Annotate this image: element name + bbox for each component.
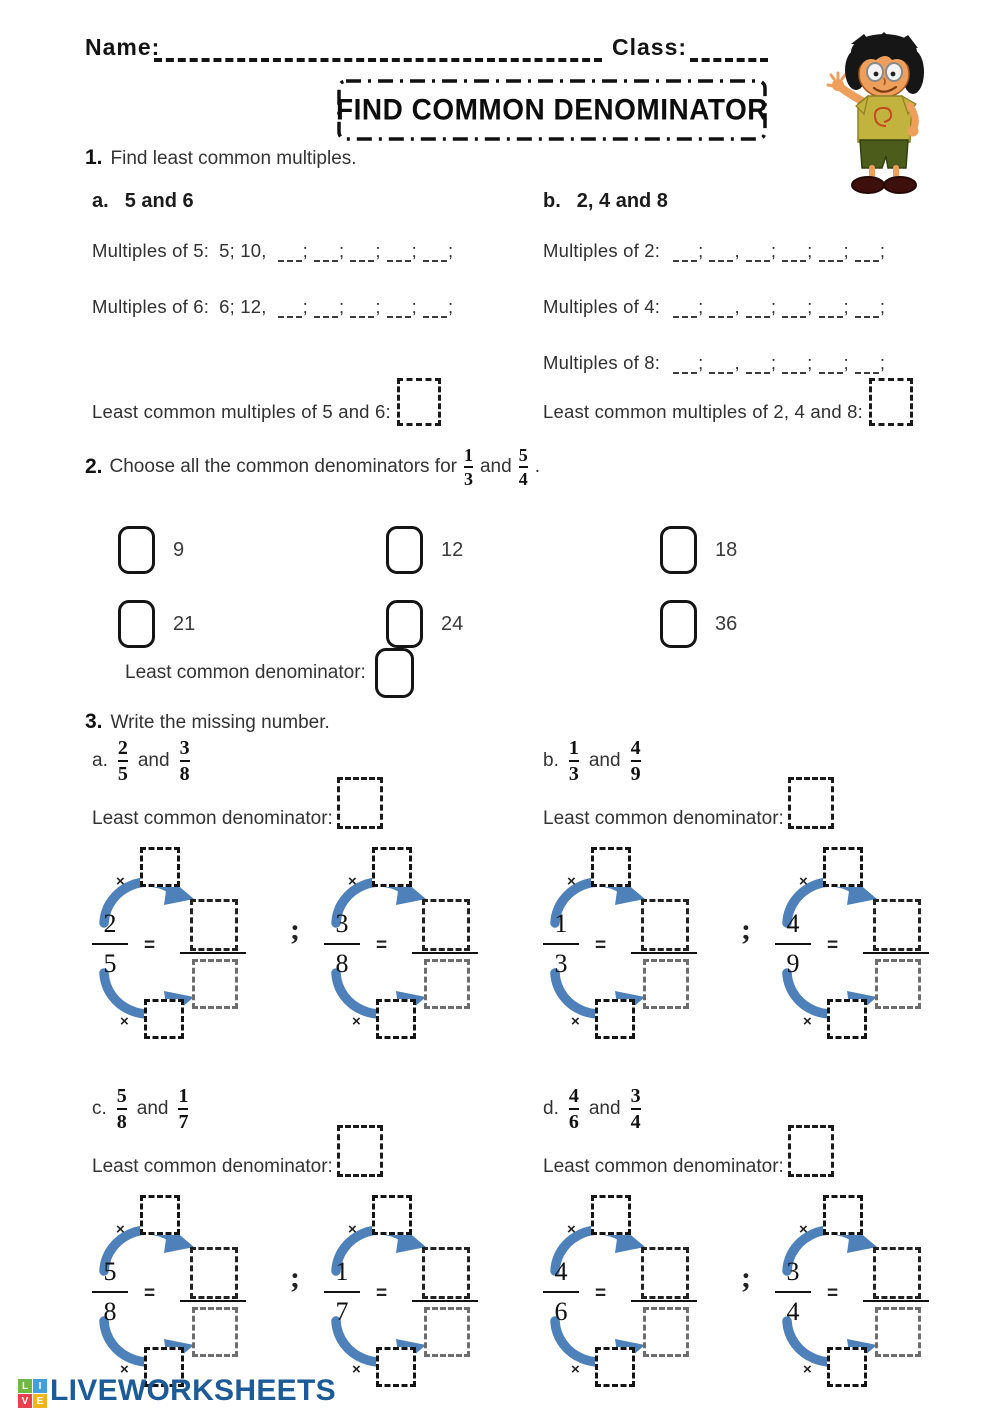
conjunction: and xyxy=(588,1098,621,1120)
fraction-conversion-unit xyxy=(775,847,950,1052)
option-checkbox[interactable] xyxy=(660,526,697,574)
top-multiplier-box[interactable] xyxy=(591,847,631,887)
section1-heading xyxy=(85,146,357,170)
result-fraction-bar xyxy=(180,952,246,955)
section3-number: 3. xyxy=(85,710,103,733)
conjunction: and xyxy=(588,750,621,772)
result-fraction-bar xyxy=(412,952,478,955)
fraction-bar xyxy=(92,943,128,946)
punctuation: ; xyxy=(698,352,704,373)
source-fraction xyxy=(543,909,579,980)
part-b-heading xyxy=(543,190,993,213)
source-numerator: 3 xyxy=(335,908,349,938)
answer-blank[interactable] xyxy=(819,356,843,374)
denominator-option xyxy=(660,526,858,574)
answer-blank[interactable] xyxy=(782,300,806,318)
multiply-sign: × xyxy=(352,1012,361,1030)
top-multiplier-box[interactable] xyxy=(591,1195,631,1235)
denominator-options xyxy=(118,526,858,648)
answer-blank[interactable] xyxy=(746,300,770,318)
multiples-row-label: Multiples of 2: xyxy=(543,240,661,261)
part-label: c. xyxy=(92,1098,107,1120)
bottom-multiplier-box[interactable] xyxy=(595,1347,635,1387)
logo-tile: I xyxy=(33,1379,47,1393)
answer-blank[interactable] xyxy=(314,244,338,262)
punctuation: ; xyxy=(698,296,704,317)
numerator-answer-box[interactable] xyxy=(422,899,470,951)
fraction: $\frac{4}{6}$ xyxy=(568,1085,579,1134)
conversion-diagram xyxy=(543,847,973,1052)
top-multiplier-box[interactable] xyxy=(823,847,863,887)
source-numerator: 2 xyxy=(103,908,117,938)
conjunction: and xyxy=(136,1098,169,1120)
lcd-label: Least common denominator: xyxy=(92,1155,333,1177)
part-heading xyxy=(543,1086,1000,1133)
part-b-numbers: 2, 4 and 8 xyxy=(576,190,668,212)
bottom-multiplier-box[interactable] xyxy=(376,999,416,1039)
source-denominator: 4 xyxy=(786,1297,800,1327)
lcd-line xyxy=(543,793,1000,845)
part-a-label: a. xyxy=(92,190,109,212)
lcd-answer-box[interactable] xyxy=(337,1125,383,1177)
option-label: 12 xyxy=(441,538,464,561)
multiples-row xyxy=(543,296,888,318)
denominator-answer-box[interactable] xyxy=(424,1307,470,1357)
punctuation: ; xyxy=(375,240,381,261)
conjunction: and xyxy=(137,750,170,772)
multiples-row-label: Multiples of 8: xyxy=(543,352,661,373)
fraction: $\frac{3}{4}$ xyxy=(630,1085,641,1134)
fraction-conversion-unit xyxy=(324,847,499,1052)
answer-blank[interactable] xyxy=(278,244,302,262)
result-fraction-bar xyxy=(863,1300,929,1303)
part-heading xyxy=(543,738,1000,785)
option-checkbox[interactable] xyxy=(660,600,697,648)
exercise-part-c xyxy=(92,1086,552,1400)
top-multiplier-box[interactable] xyxy=(372,1195,412,1235)
punctuation: ; xyxy=(448,296,454,317)
punctuation: ; xyxy=(375,296,381,317)
conversion-diagram xyxy=(92,847,522,1052)
numerator-answer-box[interactable] xyxy=(190,899,238,951)
denominator-answer-box[interactable] xyxy=(424,959,470,1009)
fraction-bar xyxy=(543,1291,579,1294)
numerator-answer-box[interactable] xyxy=(190,1247,238,1299)
denominator-option xyxy=(386,600,660,648)
lcd-answer-box[interactable] xyxy=(337,777,383,829)
equals-sign: = xyxy=(827,1282,839,1304)
lcm-label-a: Least common multiples of 5 and 6: xyxy=(92,401,391,422)
source-numerator: 5 xyxy=(103,1256,117,1286)
part-a-heading xyxy=(92,190,537,213)
punctuation: ; xyxy=(770,240,777,261)
punctuation: ; xyxy=(302,240,308,261)
punctuation: ; xyxy=(807,296,813,317)
answer-blank[interactable] xyxy=(746,356,770,374)
fraction-bar xyxy=(775,1291,811,1294)
lcd-label: Least common denominator: xyxy=(92,807,333,829)
answer-blank[interactable] xyxy=(673,356,697,374)
multiply-sign: × xyxy=(116,1220,125,1238)
class-input-line[interactable] xyxy=(690,58,768,62)
section2-instruction: Choose all the common denominators for xyxy=(109,456,457,478)
answer-blank[interactable] xyxy=(423,244,447,262)
result-fraction-bar xyxy=(631,952,697,955)
multiply-sign: × xyxy=(803,1012,812,1030)
liveworksheets-logo-icon xyxy=(18,1379,47,1408)
fraction-one-third: $\frac{1}{3}$ xyxy=(463,445,473,490)
semicolon-separator: ; xyxy=(290,912,300,946)
denominator-option xyxy=(386,526,660,574)
section3-instruction: Write the missing number. xyxy=(110,712,330,733)
lcm-answer-box-a[interactable] xyxy=(397,378,441,426)
period: . xyxy=(534,456,540,478)
exercise-part-d xyxy=(543,1086,1000,1400)
punctuation: ; xyxy=(411,296,418,317)
semicolon-separator: ; xyxy=(741,912,751,946)
equals-sign: = xyxy=(376,934,388,956)
source-fraction xyxy=(92,1257,128,1328)
fraction-conversion-unit xyxy=(324,1195,499,1400)
answer-blank[interactable] xyxy=(782,244,806,262)
lcm-line-a xyxy=(92,388,441,436)
logo-tile: L xyxy=(18,1379,32,1393)
answer-blank[interactable] xyxy=(673,300,697,318)
punctuation: ; xyxy=(807,352,813,373)
fraction-conversion-unit xyxy=(92,847,267,1052)
denominator-answer-box[interactable] xyxy=(643,1307,689,1357)
fraction: $\frac{1}{7}$ xyxy=(178,1085,189,1134)
answer-blank[interactable] xyxy=(350,244,374,262)
punctuation: ; xyxy=(302,296,308,317)
answer-blank[interactable] xyxy=(350,300,374,318)
option-checkbox[interactable] xyxy=(118,526,155,574)
section3-heading xyxy=(85,710,330,734)
source-fraction xyxy=(92,909,128,980)
fraction-conversion-unit xyxy=(92,1195,267,1400)
lcm-line-b xyxy=(543,388,913,436)
worksheet-title-box xyxy=(336,78,768,142)
numerator-answer-box[interactable] xyxy=(641,1247,689,1299)
section2-heading xyxy=(85,446,540,489)
bottom-multiplier-box[interactable] xyxy=(827,999,867,1039)
punctuation: ; xyxy=(770,352,777,373)
source-fraction xyxy=(775,909,811,980)
fraction-five-fourths: $\frac{5}{4}$ xyxy=(518,445,528,490)
multiply-sign: × xyxy=(803,1360,812,1378)
fraction-conversion-unit xyxy=(543,847,718,1052)
denominator-answer-box[interactable] xyxy=(643,959,689,1009)
punctuation: ; xyxy=(843,240,849,261)
equals-sign: = xyxy=(595,934,607,956)
source-denominator: 7 xyxy=(335,1297,349,1327)
fraction-conversion-unit xyxy=(775,1195,950,1400)
multiply-sign: × xyxy=(799,872,808,890)
section2-lcd-line xyxy=(125,648,414,698)
lcd-line xyxy=(543,1141,1000,1193)
answer-blank[interactable] xyxy=(314,300,338,318)
name-input-line[interactable] xyxy=(154,58,602,62)
source-denominator: 6 xyxy=(554,1297,568,1327)
multiply-sign: × xyxy=(120,1012,129,1030)
option-label: 21 xyxy=(173,612,196,635)
lcd-answer-box[interactable] xyxy=(788,1125,834,1177)
conjunction: and xyxy=(479,456,512,478)
source-fraction xyxy=(775,1257,811,1328)
lcd-answer-box[interactable] xyxy=(788,777,834,829)
fraction-conversion-unit xyxy=(543,1195,718,1400)
answer-blank[interactable] xyxy=(278,300,302,318)
punctuation: ; xyxy=(338,296,345,317)
lcm-label-b: Least common multiples of 2, 4 and 8: xyxy=(543,401,864,422)
equals-sign: = xyxy=(827,934,839,956)
denominator-answer-box[interactable] xyxy=(192,959,238,1009)
section1-instruction: Find least common multiples. xyxy=(110,148,357,169)
denominator-option xyxy=(118,600,386,648)
option-checkbox[interactable] xyxy=(386,600,423,648)
result-fraction-bar xyxy=(412,1300,478,1303)
answer-blank[interactable] xyxy=(782,356,806,374)
punctuation: ; xyxy=(448,240,454,261)
result-fraction-bar xyxy=(863,952,929,955)
answer-blank[interactable] xyxy=(819,300,843,318)
multiply-sign: × xyxy=(567,1220,576,1238)
multiples-row xyxy=(543,352,888,374)
cartoon-boy-illustration xyxy=(826,30,946,194)
source-numerator: 4 xyxy=(554,1256,568,1286)
top-multiplier-box[interactable] xyxy=(372,847,412,887)
lcd-line xyxy=(92,793,552,845)
section1-number: 1. xyxy=(85,146,103,169)
denominator-option xyxy=(118,526,386,574)
lcd-line xyxy=(92,1141,552,1193)
given-multiples: 6; 12, xyxy=(219,296,267,317)
name-label: Name: xyxy=(85,34,161,60)
logo-tile: E xyxy=(33,1394,47,1408)
equals-sign: = xyxy=(376,1282,388,1304)
lcd-label: Least common denominator: xyxy=(125,662,366,683)
source-denominator: 5 xyxy=(103,949,117,979)
answer-blank[interactable] xyxy=(709,300,733,318)
source-fraction xyxy=(324,909,360,980)
multiples-row-label: Multiples of 5: xyxy=(92,240,210,261)
option-checkbox[interactable] xyxy=(118,600,155,648)
punctuation: ; xyxy=(843,296,849,317)
source-denominator: 8 xyxy=(335,949,349,979)
fraction: $\frac{1}{3}$ xyxy=(568,737,579,786)
answer-blank[interactable] xyxy=(423,300,447,318)
punctuation: , xyxy=(734,352,740,373)
section2-number: 2. xyxy=(85,455,103,479)
source-numerator: 1 xyxy=(335,1256,349,1286)
source-numerator: 1 xyxy=(554,908,568,938)
answer-blank[interactable] xyxy=(709,244,733,262)
multiples-row-label: Multiples of 4: xyxy=(543,296,661,317)
answer-blank[interactable] xyxy=(855,356,879,374)
fraction: $\frac{3}{8}$ xyxy=(179,737,190,786)
semicolon-separator: ; xyxy=(290,1260,300,1294)
section1-column-a xyxy=(92,190,537,422)
top-multiplier-box[interactable] xyxy=(140,847,180,887)
result-fraction-bar xyxy=(180,1300,246,1303)
answer-blank[interactable] xyxy=(819,244,843,262)
lcd-label: Least common denominator: xyxy=(543,807,784,829)
denominator-answer-box[interactable] xyxy=(875,959,921,1009)
conversion-diagram xyxy=(92,1195,522,1400)
lcd-answer-box[interactable] xyxy=(375,648,414,698)
bottom-multiplier-box[interactable] xyxy=(144,999,184,1039)
part-a-numbers: 5 and 6 xyxy=(124,190,194,212)
numerator-answer-box[interactable] xyxy=(873,899,921,951)
lcm-answer-box-b[interactable] xyxy=(869,378,913,426)
multiply-sign: × xyxy=(348,872,357,890)
equals-sign: = xyxy=(144,1282,156,1304)
source-numerator: 4 xyxy=(786,908,800,938)
exercise-part-a xyxy=(92,738,552,1052)
option-label: 18 xyxy=(715,538,738,561)
option-checkbox[interactable] xyxy=(386,526,423,574)
part-label: b. xyxy=(543,750,559,772)
bottom-multiplier-box[interactable] xyxy=(376,1347,416,1387)
fraction: $\frac{2}{5}$ xyxy=(117,737,128,786)
bottom-multiplier-box[interactable] xyxy=(595,999,635,1039)
source-denominator: 3 xyxy=(554,949,568,979)
given-multiples: 5; 10, xyxy=(219,240,267,261)
fraction-bar xyxy=(543,943,579,946)
answer-blank[interactable] xyxy=(673,244,697,262)
multiply-sign: × xyxy=(352,1360,361,1378)
source-numerator: 3 xyxy=(786,1256,800,1286)
source-denominator: 9 xyxy=(786,949,800,979)
punctuation: , xyxy=(734,240,740,261)
answer-blank[interactable] xyxy=(855,300,879,318)
part-label: d. xyxy=(543,1098,559,1120)
exercise-part-b xyxy=(543,738,1000,1052)
multiples-row xyxy=(92,240,456,262)
conversion-diagram xyxy=(543,1195,973,1400)
part-b-label: b. xyxy=(543,190,561,212)
punctuation: ; xyxy=(698,240,704,261)
numerator-answer-box[interactable] xyxy=(422,1247,470,1299)
part-label: a. xyxy=(92,750,108,772)
top-multiplier-box[interactable] xyxy=(823,1195,863,1235)
punctuation: ; xyxy=(879,352,886,373)
page-title: FIND COMMON DENOMINATOR xyxy=(336,93,768,126)
fraction-bar xyxy=(324,1291,360,1294)
class-label: Class: xyxy=(612,34,688,60)
equals-sign: = xyxy=(595,1282,607,1304)
liveworksheets-brand: LIVEWORKSHEETS xyxy=(50,1374,336,1407)
punctuation: ; xyxy=(879,240,886,261)
equals-sign: = xyxy=(144,934,156,956)
multiply-sign: × xyxy=(571,1360,580,1378)
fraction: $\frac{4}{9}$ xyxy=(630,737,641,786)
option-label: 36 xyxy=(715,612,738,635)
multiples-row-label: Multiples of 6: xyxy=(92,296,210,317)
logo-tile: V xyxy=(18,1394,32,1408)
multiples-row xyxy=(543,240,888,262)
multiply-sign: × xyxy=(799,1220,808,1238)
answer-blank[interactable] xyxy=(746,244,770,262)
fraction-bar xyxy=(92,1291,128,1294)
punctuation: ; xyxy=(807,240,813,261)
punctuation: ; xyxy=(879,296,886,317)
answer-blank[interactable] xyxy=(387,244,411,262)
fraction-bar xyxy=(324,943,360,946)
fraction-bar xyxy=(775,943,811,946)
answer-blank[interactable] xyxy=(855,244,879,262)
option-label: 24 xyxy=(441,612,464,635)
answer-blank[interactable] xyxy=(709,356,733,374)
numerator-answer-box[interactable] xyxy=(641,899,689,951)
multiply-sign: × xyxy=(567,872,576,890)
source-fraction xyxy=(543,1257,579,1328)
source-fraction xyxy=(324,1257,360,1328)
punctuation: ; xyxy=(411,240,418,261)
denominator-answer-box[interactable] xyxy=(875,1307,921,1357)
numerator-answer-box[interactable] xyxy=(873,1247,921,1299)
punctuation: , xyxy=(734,296,740,317)
lcd-label: Least common denominator: xyxy=(543,1155,784,1177)
option-label: 9 xyxy=(173,538,185,561)
top-multiplier-box[interactable] xyxy=(140,1195,180,1235)
answer-blank[interactable] xyxy=(387,300,411,318)
denominator-option xyxy=(660,600,858,648)
punctuation: ; xyxy=(770,296,777,317)
part-heading xyxy=(92,1086,552,1133)
punctuation: ; xyxy=(338,240,345,261)
section1-column-b xyxy=(543,190,993,422)
part-heading xyxy=(92,738,552,785)
multiples-row xyxy=(92,296,456,318)
punctuation: ; xyxy=(843,352,849,373)
source-denominator: 8 xyxy=(103,1297,117,1327)
multiply-sign: × xyxy=(571,1012,580,1030)
semicolon-separator: ; xyxy=(741,1260,751,1294)
bottom-multiplier-box[interactable] xyxy=(827,1347,867,1387)
result-fraction-bar xyxy=(631,1300,697,1303)
multiply-sign: × xyxy=(116,872,125,890)
fraction: $\frac{5}{8}$ xyxy=(116,1085,127,1134)
multiply-sign: × xyxy=(348,1220,357,1238)
multiply-sign: × xyxy=(120,1360,129,1378)
denominator-answer-box[interactable] xyxy=(192,1307,238,1357)
